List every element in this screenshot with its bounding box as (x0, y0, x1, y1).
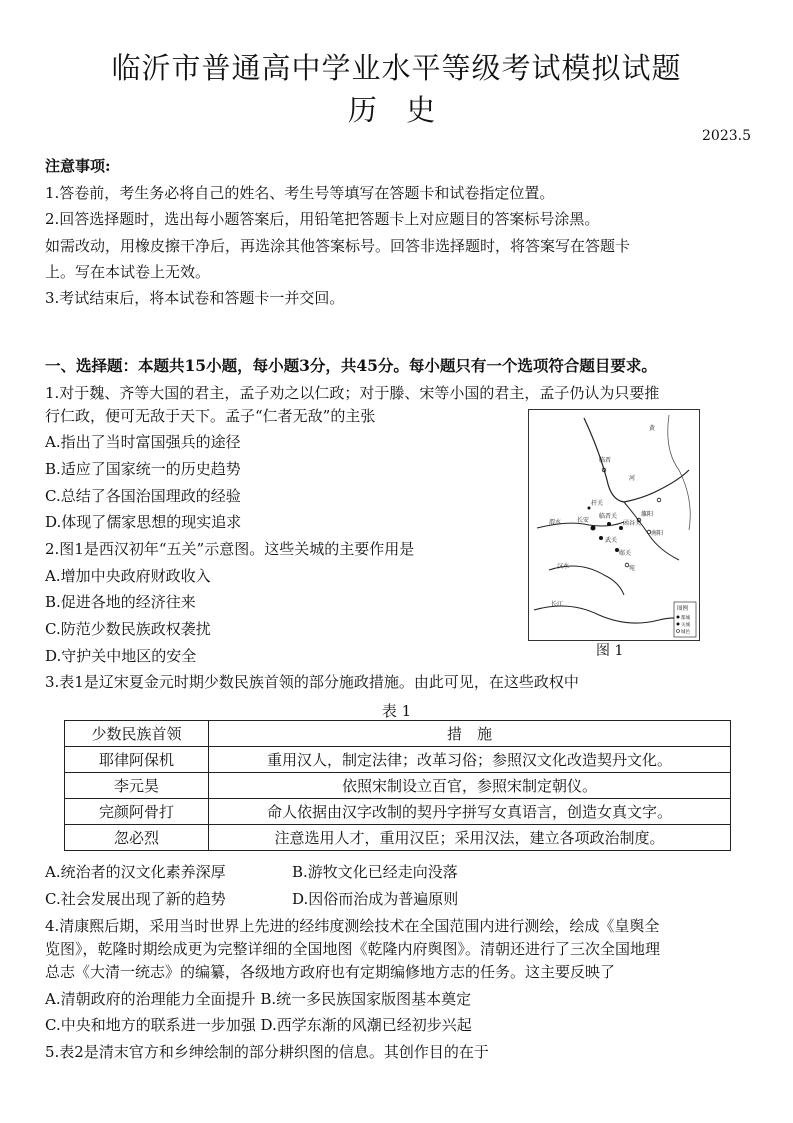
notice-item: 1.答卷前，考生务必将自己的姓名、考生号等填写在答题卡和试卷指定位置。 (45, 184, 555, 202)
table-cell: 依照宋制设立百官，参照宋制定朝仪。 (209, 773, 731, 799)
question-3-stem: 3.表1是辽宋夏金元时期少数民族首领的部分施政措施。由此可见，在这些政权中 (45, 673, 579, 691)
legend-title: 图例 (677, 606, 689, 612)
table-cell: 忽必烈 (65, 825, 209, 851)
five-passes-map (528, 409, 700, 641)
table-cell: 注意选用人才，重用汉臣；采用汉法，建立各项政治制度。 (209, 825, 731, 851)
map-label-river-yangtze: 长江 (551, 601, 564, 608)
table-row (65, 747, 731, 773)
question-2-option-c: C.防范少数民族政权袭扰 (45, 620, 211, 638)
table-cell: 李元昊 (65, 773, 209, 799)
table-row (65, 799, 731, 825)
question-1-stem: 1.对于魏、齐等大国的君主，孟子劝之以仁政；对于滕、宋等小国的君主，孟子仍认为只要推 (45, 384, 660, 402)
question-1-option-d: D.体现了儒家思想的现实追求 (45, 513, 242, 531)
map-label-wuguan: 武关 (605, 537, 618, 544)
notice-item: 如需改动，用橡皮擦干净后，再选涂其他答案标号。回答非选择题时，将答案写在答题卡 (45, 237, 631, 255)
map-label-linjinguan: 临晋关 (599, 513, 618, 520)
question-3-option-b: B.游牧文化已经走向没落 (292, 863, 458, 881)
map-label-linjin: 临晋 (599, 457, 612, 464)
map-label-river-he: 河 (629, 475, 636, 482)
question-2-stem: 2.图1是西汉初年“五关”示意图。这些关城的主要作用是 (45, 540, 415, 558)
map-label-changan: 长安 (577, 517, 590, 524)
legend-city: 城邑 (681, 630, 690, 635)
legend-pass: 关城 (681, 623, 690, 628)
question-1-option-c: C.总结了各国治国理政的经验 (45, 487, 241, 505)
map-label-yunguan: 郧关 (619, 550, 632, 557)
table-header: 少数民族首领 (65, 721, 209, 747)
question-2-option-a: A.增加中央政府财政收入 (45, 567, 211, 585)
map-label-nanyang: 南阳 (651, 530, 664, 537)
notice-item: 上。写在本试卷上无效。 (45, 263, 211, 281)
notice-heading: 注意事项: (45, 157, 111, 175)
question-2-option-b: B.促进各地的经济往来 (45, 593, 196, 611)
exam-title: 临沂市普通高中学业水平等级考试模拟试题 (111, 51, 682, 85)
section-heading: 一、选择题：本题共15小题，每小题3分，共45分。每小题只有一个选项符合题目要求。 (45, 356, 657, 375)
question-4-options-ab: A.清朝政府的治理能力全面提升 B.统一多民族国家版图基本奠定 (45, 990, 472, 1008)
table-cell: 命人依据由汉字改制的契丹字拼写女真语言，创造女真文字。 (209, 799, 731, 825)
question-5-stem: 5.表2是清末官方和乡绅绘制的部分耕织图的信息。其创作目的在于 (45, 1043, 489, 1061)
table-1 (64, 720, 731, 851)
legend-capital: 都城 (681, 616, 690, 621)
question-4-options-cd: C.中央和地方的联系进一步加强 D.西学东渐的风潮已经初步兴起 (45, 1016, 472, 1034)
notice-item: 3.考试结束后，将本试卷和答题卡一并交回。 (45, 289, 345, 307)
subject-title: 历 史 (347, 93, 446, 127)
table-cell: 完颜阿骨打 (65, 799, 209, 825)
question-4-stem: 4.清康熙后期，采用当时世界上先进的经纬度测绘技术在全国范围内进行测绘，绘成《皇舆全 (45, 917, 660, 935)
table-cell: 耶律阿保机 (65, 747, 209, 773)
question-3-option-d: D.因俗而治成为普遍原则 (292, 890, 459, 908)
question-4-stem: 览图》，乾隆时期绘成更为完整详细的全国地图《乾隆内府舆图》。清朝还进行了三次全国地理 (45, 940, 661, 958)
question-1-stem: 行仁政，便可无敌于天下。孟子“仁者无敌”的主张 (45, 407, 376, 425)
table-1-caption: 表 1 (381, 702, 412, 720)
question-3-option-c: C.社会发展出现了新的趋势 (45, 890, 226, 908)
map-label-luoyang: 雒阳 (641, 511, 654, 518)
figure-1-caption: 图 1 (596, 643, 624, 659)
map-label-river-wei: 渭水 (549, 519, 562, 526)
question-3-option-a: A.统治者的汉文化素养深厚 (45, 863, 226, 881)
map-label-river-huang: 黄 (649, 425, 656, 432)
question-2-option-d: D.守护关中地区的安全 (45, 647, 197, 665)
map-label-river-han: 汉水 (557, 563, 570, 570)
question-1-option-b: B.适应了国家统一的历史趋势 (45, 460, 241, 478)
table-header: 措 施 (209, 721, 731, 747)
table-row (65, 825, 731, 851)
map-label-wan: 宛 (629, 565, 636, 572)
question-4-stem: 总志《大清一统志》的编纂，各级地方政府也有定期编修地方志的任务。这主要反映了 (45, 963, 616, 981)
map-label-hanguan: 扞关 (591, 500, 604, 507)
exam-date: 2023.5 (702, 128, 751, 144)
table-row (65, 773, 731, 799)
notice-item: 2.回答选择题时，选出每小题答案后，用铅笔把答题卡上对应题目的答案标号涂黑。 (45, 210, 600, 228)
question-1-option-a: A.指出了当时富国强兵的途径 (45, 433, 241, 451)
table-cell: 重用汉人，制定法律；改革习俗；参照汉文化改造契丹文化。 (209, 747, 731, 773)
map-label-hanguguan: 函谷关 (623, 520, 642, 527)
